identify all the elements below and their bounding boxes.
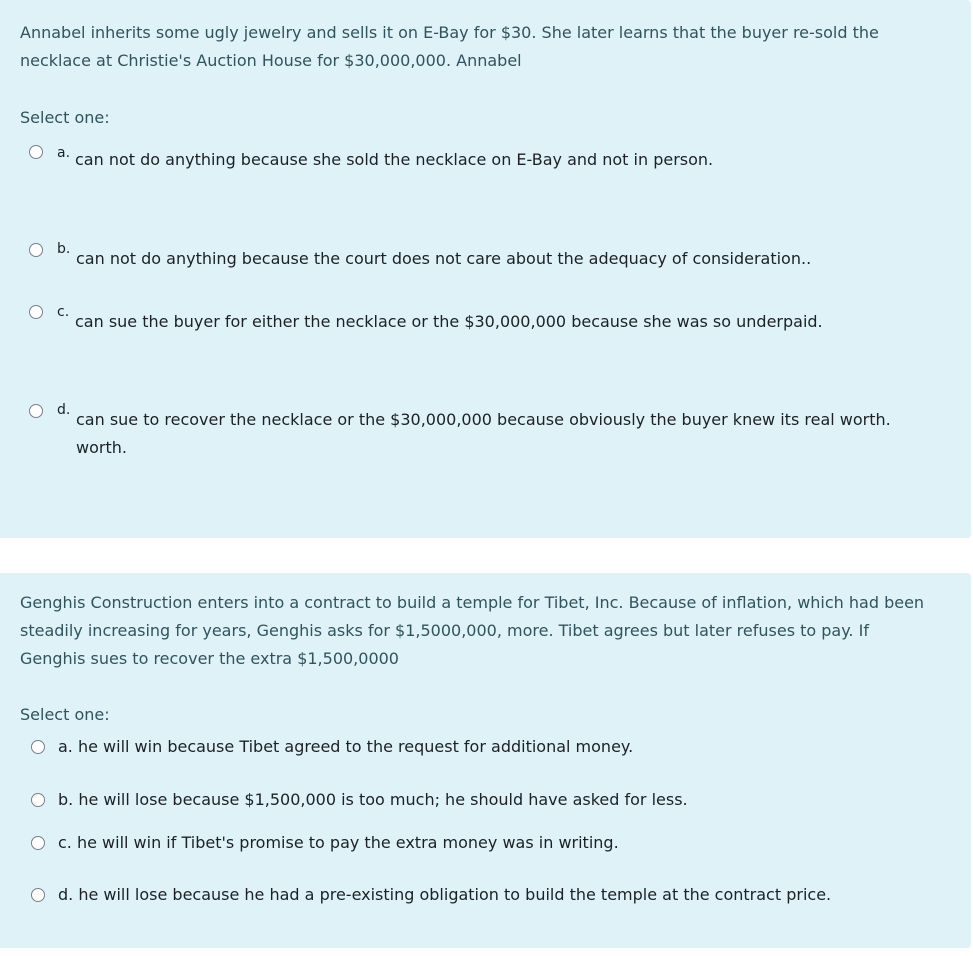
q2-option-c-label[interactable]: c. he will win if Tibet's promise to pay the extra money was in writing. — [58, 833, 619, 852]
q2-option-b-radio[interactable] — [31, 793, 45, 807]
q2-option-a-label[interactable]: a. he will win because Tibet agreed to the request for additional money. — [58, 737, 634, 756]
q1-option-c-radio[interactable] — [29, 305, 43, 319]
question-1-text-line-1: Annabel inherits some ugly jewelry and sells it on E-Bay for $30. She later learns that the buyer re-sold the — [20, 23, 879, 42]
q1-option-a-label[interactable]: can not do anything because she sold the necklace on E-Bay and not in person. — [75, 150, 714, 169]
q1-option-b-label[interactable]: can not do anything because the court does not care about the adequacy of consideration.. — [76, 249, 812, 268]
q1-option-a-letter: a. — [57, 145, 71, 161]
q2-option-d-radio[interactable] — [31, 888, 45, 902]
question-2-select-one-prompt: Select one: — [20, 705, 110, 724]
q2-option-b-label[interactable]: b. he will lose because $1,500,000 is too much; he should have asked for less. — [58, 790, 688, 809]
q1-option-a-radio[interactable] — [29, 145, 43, 159]
question-1-text-line-2: necklace at Christie's Auction House for $30,000,000. Annabel — [20, 51, 522, 70]
question-2-text-line-3: Genghis sues to recover the extra $1,500,0000 — [20, 649, 399, 668]
q1-option-d-label-line-2[interactable]: worth. — [76, 438, 127, 457]
q2-option-c-radio[interactable] — [31, 836, 45, 850]
q2-option-d-label[interactable]: d. he will lose because he had a pre-existing obligation to build the temple at the contract price. — [58, 885, 832, 904]
q1-option-d-label[interactable]: can sue to recover the necklace or the $30,000,000 because obviously the buyer knew its real worth. — [76, 410, 891, 429]
question-2-text-line-2: steadily increasing for years, Genghis asks for $1,5000,000, more. Tibet agrees but later refuses to pay. If — [20, 621, 869, 640]
question-2-text-line-1: Genghis Construction enters into a contract to build a temple for Tibet, Inc. Because of inflation, which had been — [20, 593, 925, 612]
q1-option-b-radio[interactable] — [29, 243, 43, 257]
question-2-card — [0, 573, 971, 948]
q1-option-b-letter: b. — [57, 241, 71, 257]
question-1-select-one-prompt: Select one: — [20, 108, 110, 127]
q1-option-c-label[interactable]: can sue the buyer for either the necklace or the $30,000,000 because she was so underpaid. — [75, 312, 823, 331]
q2-option-a-radio[interactable] — [31, 740, 45, 754]
q1-option-c-letter: c. — [57, 304, 70, 320]
q1-option-d-letter: d. — [57, 402, 71, 418]
q1-option-d-radio[interactable] — [29, 404, 43, 418]
